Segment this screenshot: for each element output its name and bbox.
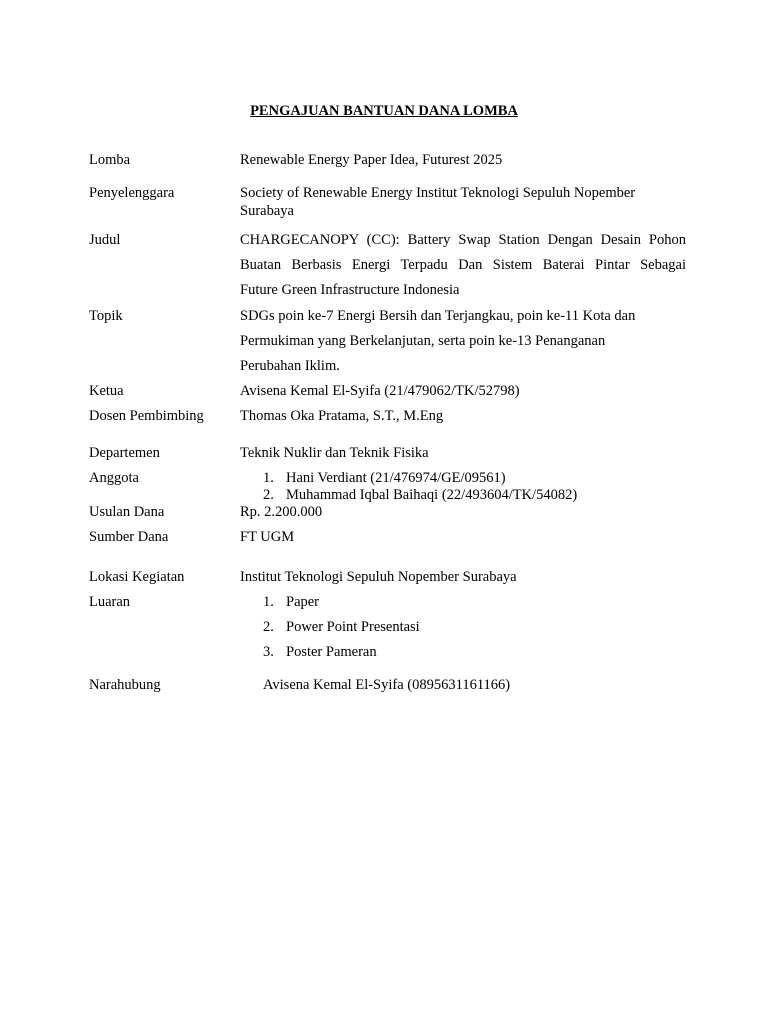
label-lomba: Lomba [89,152,131,168]
list-item [263,470,506,487]
value-judul-line-1: CHARGECANOPY (CC): Battery Swap Station Dengan Desain Pohon [240,232,686,248]
label-sumber-dana: Sumber Dana [89,529,169,545]
label-anggota: Anggota [89,470,139,486]
value-ketua: Avisena Kemal El-Syifa (21/479062/TK/52798) [240,383,520,399]
value-departemen: Teknik Nuklir dan Teknik Fisika [240,445,429,461]
label-luaran: Luaran [89,594,131,610]
label-departemen: Departemen [89,445,160,461]
value-topik-line-2: Permukiman yang Berkelanjutan, serta poin ke-13 Penanganan [240,333,606,349]
value-dosen-pembimbing: Thomas Oka Pratama, S.T., M.Eng [240,408,444,424]
value-usulan-dana: Rp. 2.200.000 [240,504,323,520]
label-narahubung: Narahubung [89,677,161,693]
list-number: 1. [263,594,274,610]
list-item [263,487,577,504]
list-text: Muhammad Iqbal Baihaqi (22/493604/TK/54082) [286,487,578,503]
value-sumber-dana: FT UGM [240,529,295,545]
value-penyelenggara-line-1: Society of Renewable Energy Institut Teknologi Sepuluh Nopember [240,185,636,201]
label-usulan-dana: Usulan Dana [89,504,165,520]
value-narahubung: Avisena Kemal El-Syifa (0895631161166) [263,677,511,693]
label-lokasi-kegiatan: Lokasi Kegiatan [89,569,185,585]
label-dosen-pembimbing: Dosen Pembimbing [89,408,204,424]
value-topik-line-3: Perubahan Iklim. [240,358,340,374]
list-text: Hani Verdiant (21/476974/GE/09561) [286,470,506,486]
list-item [263,619,420,636]
value-judul-line-3: Future Green Infrastructure Indonesia [240,282,460,298]
list-number: 2. [263,619,274,635]
value-lokasi-kegiatan: Institut Teknologi Sepuluh Nopember Surabaya [240,569,517,585]
value-penyelenggara-line-2: Surabaya [240,203,294,219]
label-topik: Topik [89,308,123,324]
label-ketua: Ketua [89,383,124,399]
list-item [263,644,377,661]
value-judul-line-2: Buatan Berbasis Energi Terpadu Dan Sistem Baterai Pintar Sebagai [240,257,686,273]
list-text: Poster Pameran [286,644,377,660]
list-number: 1. [263,470,274,486]
list-text: Power Point Presentasi [286,619,420,635]
label-judul: Judul [89,232,121,248]
value-topik-line-1: SDGs poin ke-7 Energi Bersih dan Terjangkau, poin ke-11 Kota dan [240,308,636,324]
list-text: Paper [286,594,320,610]
list-number: 3. [263,644,274,660]
list-item [263,594,319,611]
document-title: PENGAJUAN BANTUAN DANA LOMBA [250,103,518,119]
label-penyelenggara: Penyelenggara [89,185,175,201]
list-number: 2. [263,487,274,503]
value-lomba: Renewable Energy Paper Idea, Futurest 2025 [240,152,503,168]
